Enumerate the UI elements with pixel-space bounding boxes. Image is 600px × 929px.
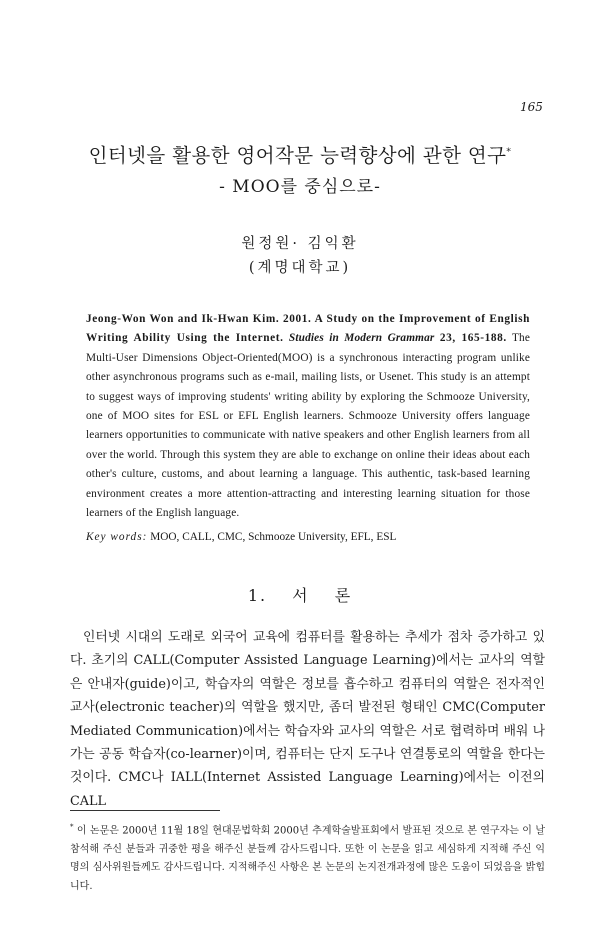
paper-title	[0, 140, 600, 168]
footnote-mark: *	[70, 823, 74, 831]
keywords-label: Key words:	[86, 531, 148, 543]
abstract-journal: Studies in Modern Grammar	[288, 332, 435, 345]
body-paragraph: 인터넷 시대의 도래로 외국어 교육에 컴퓨터를 활용하는 추세가 점차 증가하고 있다. 초기의 CALL(Computer Assisted Language Learning)에서는 교사의 역할은 안내자(guide)이고, 학습자의 역할은 정보를 흡수하고 컴퓨터의 역할은 전자적인 교사(electronic teacher)의 역할을 했지만, 좀더 발전된 형태인 CMC(Computer Mediated Communication)에서는 학습자와 교사의 역할은 서로 협력하며 배워 나가는 공동 학습자(co-learner)이며, 컴퓨터는 단지 도구나 연결통로의 역할을 한다는 것이다. CMC나 IALL(Internet Assisted Language Learning)에서는 이전의 CALL	[70, 630, 545, 809]
section-heading: 1. 서 론	[247, 586, 353, 605]
page-number: 165	[520, 100, 543, 114]
body-text	[70, 626, 545, 813]
footnote-text: 이 논문은 2000년 11월 18일 현대문법학회 2000년 추계학술발표회에서 발표된 것으로 본 연구자는 이 날 참석해 주신 분들과 귀중한 평을 해주신 분들께 감사드립니다. 또한 이 논문을 읽고 세심하게 지적해 주신 익명의 심사위원들께도 감사드립니다. 지적해주신 사항은 본 논문의 논지전개과정에 많은 도움이 되었음을 밝힙니다.	[70, 825, 545, 892]
paper-subtitle: - MOO를 중심으로-	[219, 177, 381, 197]
abstract	[86, 310, 530, 523]
footnote-divider	[70, 810, 220, 811]
author-affiliation: (계명대학교)	[248, 260, 352, 276]
author-names: 원정원· 김익환	[241, 236, 359, 252]
paper-title-text: 인터넷을 활용한 영어작문 능력향상에 관한 연구	[88, 144, 507, 167]
abstract-body: The Multi-User Dimensions Object-Oriented(MOO) is a synchronous interacting program unlike other asynchronous programs such as e-mail, mailing lists, or Usenet. This study is an attempt to suggest ways of improving students' writing ability by exploring the Schmooze University, one of MOO sites for ESL or EFL English learners. Schmooze University offers language learners opportunities to communicate with native speakers and other English learners from all over the world. Through this system they are able to exchange on online their ideas about each other's culture, customs, and about learning a language. This authentic, task-based learning environment creates a more attention-attracting and interesting learning situation for those learners of the English language.	[86, 332, 530, 520]
keywords	[86, 531, 530, 543]
keywords-values: MOO, CALL, CMC, Schmooze University, EFL, ESL	[150, 531, 397, 543]
abstract-citation: Jeong-Won Won and Ik-Hwan Kim. 2001. A Study on the Improvement of English Writing Ability Using the Internet.	[86, 313, 530, 345]
title-footnote-mark: *	[506, 147, 512, 158]
abstract-volume-pages: 23, 165-188.	[439, 332, 507, 345]
footnote	[70, 818, 545, 896]
